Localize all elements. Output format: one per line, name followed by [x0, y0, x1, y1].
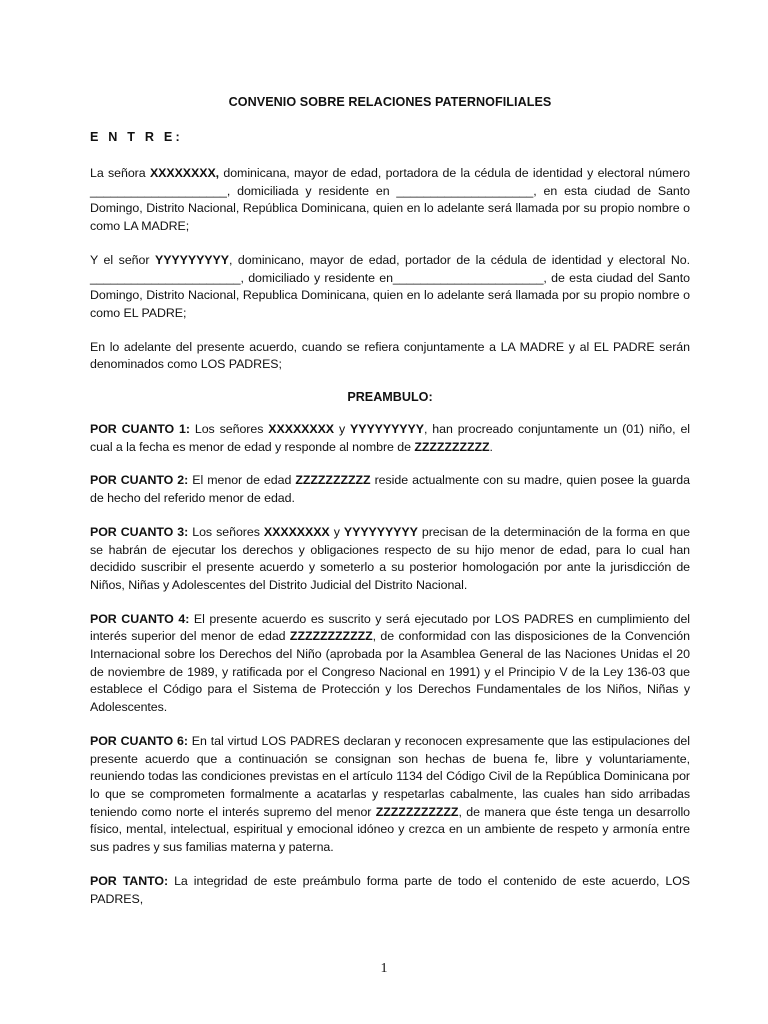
- clause-label: POR CUANTO 1:: [90, 422, 190, 437]
- text-run: reside actualmente con su madre, quien posee la guarda de hecho del referido menor de edad.: [90, 473, 690, 506]
- por-cuanto-2: [90, 472, 690, 507]
- text-run: y: [334, 422, 351, 437]
- child-name: ZZZZZZZZZZZ: [289, 629, 373, 644]
- paragraph-padre: [90, 252, 690, 323]
- clause-label: POR CUANTO 3:: [90, 524, 189, 539]
- madre-name: XXXXXXXX: [263, 524, 330, 539]
- clause-label: POR CUANTO 6:: [90, 733, 188, 748]
- padre-name: YYYYYYYYY: [343, 524, 418, 539]
- document-title: CONVENIO SOBRE RELACIONES PATERNOFILIALES: [228, 95, 552, 109]
- text-run: y: [329, 524, 344, 539]
- text-run: Y el señor: [90, 252, 155, 267]
- text-run: En tal virtud LOS PADRES declaran y reconocen expresamente que las estipulaciones del presente acuerdo que a continuación se consignan son hechas de buena fe, libre y voluntariamente, reuniendo todas las condiciones previstas en el artículo 1134 del Código Civil de la República Dominicana por lo que se comprometen formalmente a acatarlas y respetarlas cabalmente, las cuales han sido arribadas teniendo como norte el interés supremo del menor: [90, 733, 690, 819]
- paragraph-adelante: En lo adelante del presente acuerdo, cuando se refiera conjuntamente a LA MADRE y al EL PADRE serán denominados como LOS PADRES;: [90, 339, 690, 372]
- por-tanto: [90, 873, 690, 908]
- padre-name: YYYYYYYYY: [350, 422, 424, 437]
- text-run: precisan de la determinación de la forma en que se habrán de ejecutar los derechos y obligaciones respecto de su hijo menor de edad, para lo cual han decidido suscribir el presente acuerdo y someterlo a su posterior homologación por ante la jurisdicción de Niños, Niñas y Adolescentes del Distrito Judicial del Distrito Nacional.: [90, 524, 690, 592]
- text-run: La señora: [90, 166, 150, 180]
- text-run: El presente acuerdo es suscrito y será ejecutado por LOS PADRES en cumplimiento del interés superior del menor de edad: [90, 611, 690, 644]
- text-run: , de conformidad con las disposiciones de la Convención Internacional sobre los Derechos del Niño (aprobada por la Asamblea General de las Naciones Unidas el 20 de noviembre de 1989, y ratificada por el Congreso Nacional en 1991) y el Principio V de la Ley 136-03 que establece el Código para el Sistema de Protección y los Derechos Fundamentales de los Niños, Niñas y Adolescentes.: [90, 629, 690, 715]
- page-number: 1: [380, 961, 388, 976]
- entre-heading: E N T R E:: [90, 130, 183, 144]
- text-run: dominicana, mayor de edad, portadora de la cédula de identidad y electoral número ____________________, domiciliada y residente en ____________________, en esta ciudad de Santo Domingo, Distrito Nacional, República Dominicana, quien en lo adelante será llamada por su propio nombre o como LA MADRE;: [90, 166, 690, 234]
- por-cuanto-4: [90, 611, 690, 717]
- clause-label: POR CUANTO 2:: [90, 473, 189, 488]
- child-name: ZZZZZZZZZZZ: [375, 804, 459, 819]
- text-run: , han procreado conjuntamente un (01) niño, el cual a la fecha es menor de edad y responde al nombre de: [90, 422, 690, 454]
- text-run: El menor de edad: [188, 473, 296, 488]
- por-cuanto-6: [90, 733, 690, 857]
- paragraph-madre: [90, 165, 690, 236]
- child-name: ZZZZZZZZZZ: [414, 439, 490, 454]
- text-run: Los señores: [189, 422, 269, 437]
- clause-label: POR CUANTO 4:: [90, 611, 190, 626]
- text-run: , dominicano, mayor de edad, portador de la cédula de identidad y electoral No. ______________________, domiciliado y residente en______________________, de esta ciudad del Santo Domingo, Distrito Nacional, Republica Dominicana, quien en lo adelante será llamada por su propio nombre o como EL PADRE;: [90, 252, 690, 320]
- clause-label: POR TANTO:: [90, 873, 169, 888]
- preambulo-heading: PREAMBULO:: [347, 390, 433, 405]
- child-name: ZZZZZZZZZZ: [295, 473, 371, 488]
- padre-name: YYYYYYYYY: [155, 252, 229, 267]
- text-run: .: [489, 439, 493, 454]
- madre-name: XXXXXXXX: [268, 422, 335, 437]
- por-cuanto-3: [90, 524, 690, 595]
- text-run: Los señores: [188, 524, 264, 539]
- text-run: , de manera que éste tenga un desarrollo físico, mental, intelectual, espiritual y emocional idóneo y crezca en un ambiente de respeto y armonía entre sus padres y sus familias materna y paterna.: [90, 804, 690, 855]
- por-cuanto-1: [90, 421, 690, 456]
- madre-name: XXXXXXXX,: [149, 166, 220, 180]
- text-run: La integridad de este preámbulo forma parte de todo el contenido de este acuerdo, LOS PADRES,: [90, 873, 690, 906]
